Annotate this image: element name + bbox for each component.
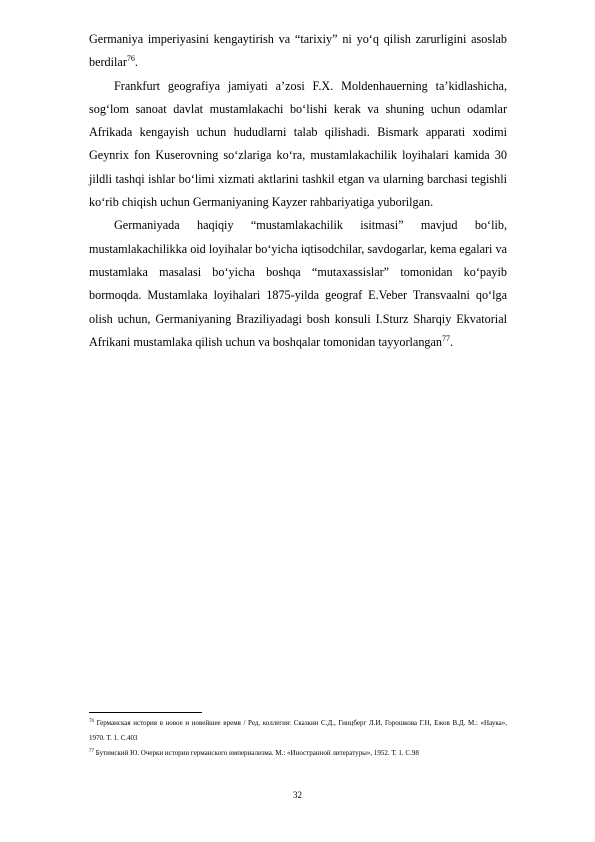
footnote-number: 77 (89, 749, 94, 754)
paragraph-3-trailing: . (450, 334, 454, 349)
paragraph-2-text: Frankfurt geografiya jamiyati a’zosi F.X. Moldenhauerning ta’kidlashicha, sog‘lom sanoat davlat mustamlakachi bo‘lishi kerak va shuning uchun odamlar Afrikada kengayish uchun hududlarni talab qilishadi. Bismark apparati xodimi Geynrix fon Kuserovning so‘zlariga ko‘ra, mustamlakachilik loyihalari kamida 30 jildli tashqi ishlar bo‘limi xizmati aktlarini tashkil etgan va ularning barchasi tegishli ko‘rib chiqish uchun Germaniyaning Kayzer rahbariyatiga yuborilgan. (89, 78, 507, 210)
paragraph-3-text: Germaniyada haqiqiy “mustamlakachilik isitmasi” mavjud bo‘lib, mustamlakachilikka oid loyihalar bo‘yicha iqtisodchilar, savdogarlar, kema egalari va mustamlaka masalasi bo‘yicha boshqa “mutaxassislar” tomonidan ko‘payib bormoqda. Mustamlaka loyihalari 1875-yilda geograf E.Veber Transvaalni qo‘lga olish uchun, Germaniyaning Braziliyadagi bosh konsuli I.Sturz Sharqiy Ekvatorial Afrikani mustamlaka qilish uchun va boshqalar tomonidan tayyorlangan (89, 218, 507, 349)
footnote-76 (89, 716, 507, 746)
footnote-ref-76[interactable]: 76 (126, 54, 135, 64)
footnote-ref-77[interactable]: 77 (442, 333, 451, 343)
paragraph-2 (89, 75, 507, 215)
footnote-text: Германская история в новое и новейшее время / Ред. коллегия: Сказкин С.Д., Гинцберг Л.И, Горошкова Г.Н, Ежов В.Д. М.: «Наука», 1970. Т. 1. С.403 (89, 719, 507, 742)
footnote-77 (89, 746, 507, 761)
footnote-separator (89, 712, 202, 713)
page-number: 32 (293, 790, 302, 800)
paragraph-1-text: Germaniya imperiyasini kengaytirish va “tarixiy” ni yo‘q qilish zarurligini asoslab berdilar (89, 32, 507, 70)
footnote-number: 76 (89, 719, 94, 724)
body-text (89, 28, 507, 354)
paragraph-1 (89, 28, 507, 75)
footnotes (89, 716, 507, 761)
paragraph-1-trailing: . (134, 55, 138, 70)
footnote-text: Бутимский Ю. Очерки истории германского империализма. М.: «Иностранной литературы», 1952. Т. 1. С.98 (94, 749, 419, 757)
paragraph-3 (89, 214, 507, 354)
